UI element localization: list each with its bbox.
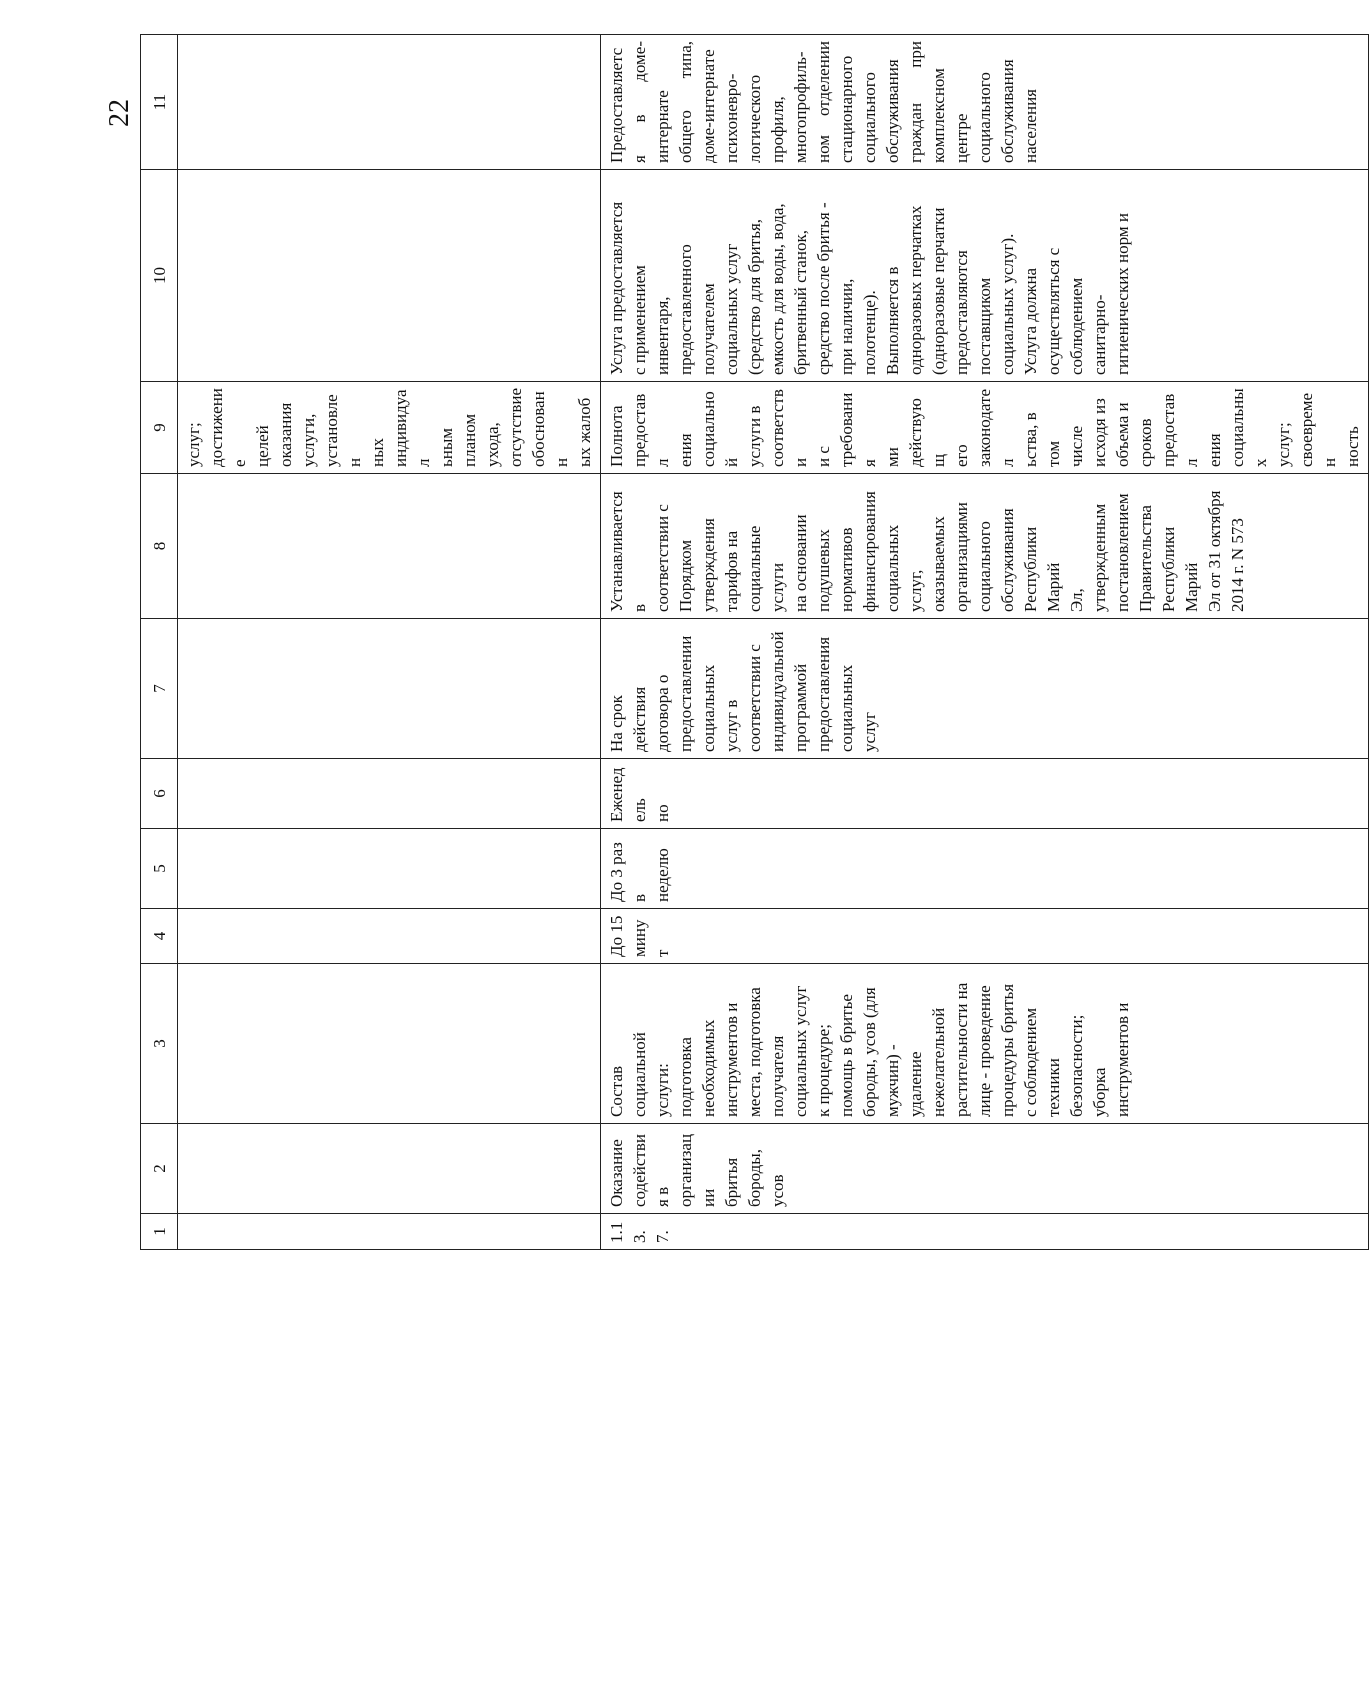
service-frequency: До 3 раз в неделю: [601, 829, 1369, 909]
column-number-row: [141, 35, 178, 1250]
column-number: 5: [141, 829, 178, 909]
column-number: 4: [141, 909, 178, 964]
service-name: Оказание содействия в организации бритья бороды, усов: [601, 1124, 1369, 1214]
column-number: 3: [141, 964, 178, 1124]
page-number: 22: [104, 99, 135, 127]
service-periodicity: Еженедель но: [601, 759, 1369, 829]
service-duration: До 15 минут: [601, 909, 1369, 964]
quality-indicators-continuation: услуг; достижение целей оказания услуги, установлен ных индивидуал ьным планом ухода, отсутствие обоснованн ых жалоб: [178, 382, 601, 474]
rotated-table-wrapper: [140, 35, 1362, 1250]
column-number: 11: [141, 35, 178, 170]
service-term: На срок действия договора о предоставлении социальных услуг в соответствии с индивидуальной программой предоставления социальных услуг: [601, 619, 1369, 759]
column-number: 9: [141, 382, 178, 474]
quality-indicators: Полнота предоставл ения социальной услуги в соответстви и с требования ми действующ его законодател ьства, в том числе исходя из объема и сроков предоставл ения социальных услуг; своевремен ность: [601, 382, 1369, 474]
service-content: Состав социальной услуги: подготовка необходимых инструментов и места, подготовка получателя социальных услуг к процедуре; помощь в бритье бороды, усов (для мужчин) - удаление нежелательной растительности на лице - проведение процедуры бритья с соблюдением техники безопасности; уборка инструментов и: [601, 964, 1369, 1124]
service-form: Предоставляется в доме-интернате общего типа, доме-интернате психоневро-логического профиля, многопрофиль-ном отделении стационарного социального обслуживания граждан при комплексном центре социального обслуживания населения: [601, 35, 1369, 170]
column-number: 1: [141, 1214, 178, 1250]
service-tariff: Устанавливается в соответствии с Порядком утверждения тарифов на социальные услуги на основании подушевых нормативов финансирования социальных услуг, оказываемых организациями социального обслуживания Республики Марий Эл, утвержденным постановлением Правительства Республики Марий Эл от 31 октября 2014 г. N 573: [601, 474, 1369, 619]
table-row: [601, 35, 1369, 1250]
service-conditions: Услуга предоставляется с применением инвентаря, предоставленного получателем социальных услуг (средство для бритья, емкость для воды, вода, бритвенный станок, средство после бритья - при наличии, полотенце). Выполняется в одноразовых перчатках (одноразовые перчатки предоставляются поставщиком социальных услуг). Услуга должна осуществляться с соблюдением санитарно- гигиенических норм и: [601, 170, 1369, 382]
column-number: 7: [141, 619, 178, 759]
column-number: 6: [141, 759, 178, 829]
services-table: [140, 34, 1369, 1250]
column-number: 2: [141, 1124, 178, 1214]
row-number: 1.13. 7.: [601, 1214, 1369, 1250]
column-number: 8: [141, 474, 178, 619]
table-row-continuation: [178, 35, 601, 1250]
column-number: 10: [141, 170, 178, 382]
